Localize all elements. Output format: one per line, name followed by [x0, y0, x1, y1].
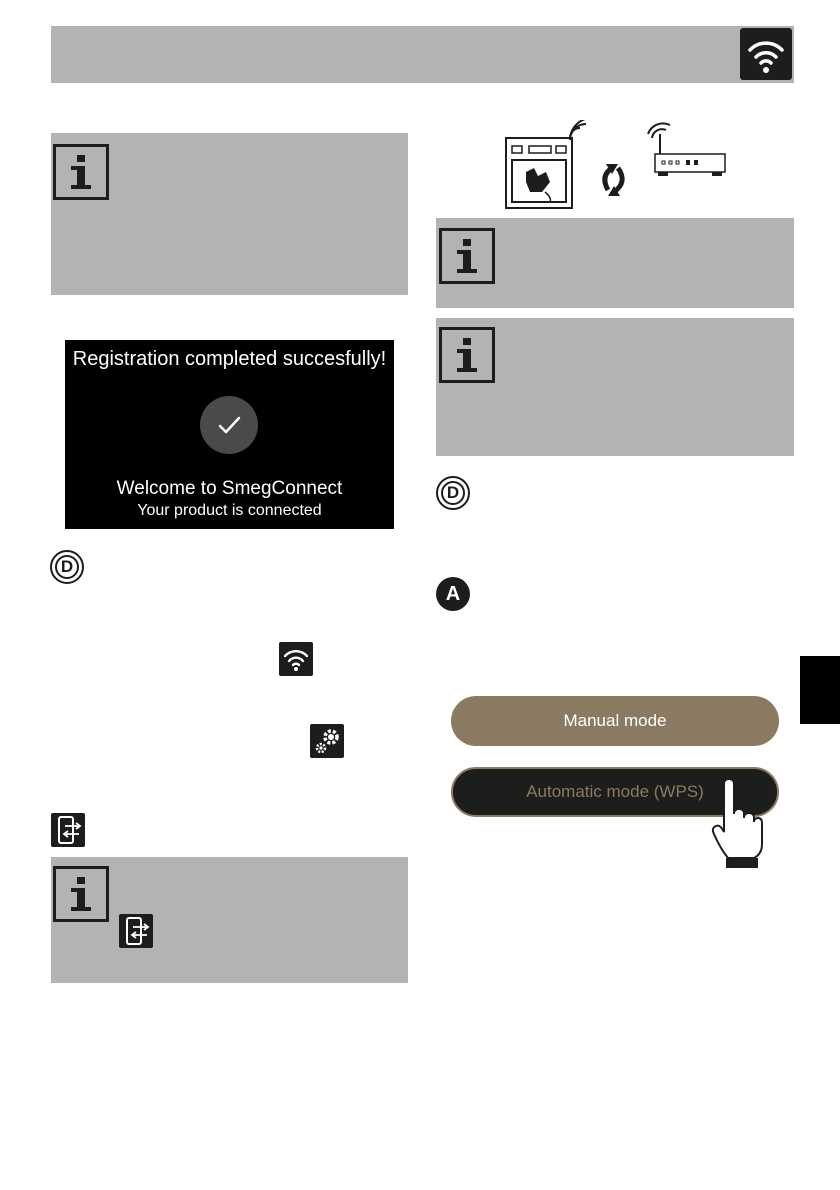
automatic-mode-wps-button[interactable]: Automatic mode (WPS): [451, 767, 779, 817]
wifi-icon: [279, 642, 313, 676]
screen-title: Registration completed succesfully!: [72, 348, 387, 370]
header-wifi-icon: [740, 28, 792, 80]
step-a-marker: A: [436, 577, 470, 611]
oven-wifi-waves: [570, 120, 592, 140]
gears-icon: [310, 724, 344, 758]
info-icon: [439, 228, 495, 284]
step-d-marker: [436, 476, 470, 510]
oven-icon: [506, 138, 572, 208]
step-d-letter: D: [55, 555, 79, 579]
registration-screen: [65, 340, 394, 529]
phone-transfer-icon: [51, 813, 85, 847]
oven-router-illustration: [500, 120, 740, 212]
checkmark-icon: [200, 396, 258, 454]
sync-arrows-icon: [605, 164, 622, 196]
section-side-tab: [800, 656, 840, 724]
hand-pointer-icon: [710, 778, 764, 870]
step-d-marker: [50, 550, 84, 584]
router-icon: [648, 123, 725, 176]
step-d-letter: D: [441, 481, 465, 505]
info-icon: [439, 327, 495, 383]
info-icon: [53, 866, 109, 922]
phone-transfer-icon: [119, 914, 153, 948]
header-bar: [51, 26, 794, 83]
info-icon: [53, 144, 109, 200]
screen-welcome: Welcome to SmegConnect: [116, 478, 343, 499]
screen-status: Your product is connected: [137, 502, 322, 519]
manual-mode-button[interactable]: Manual mode: [451, 696, 779, 746]
